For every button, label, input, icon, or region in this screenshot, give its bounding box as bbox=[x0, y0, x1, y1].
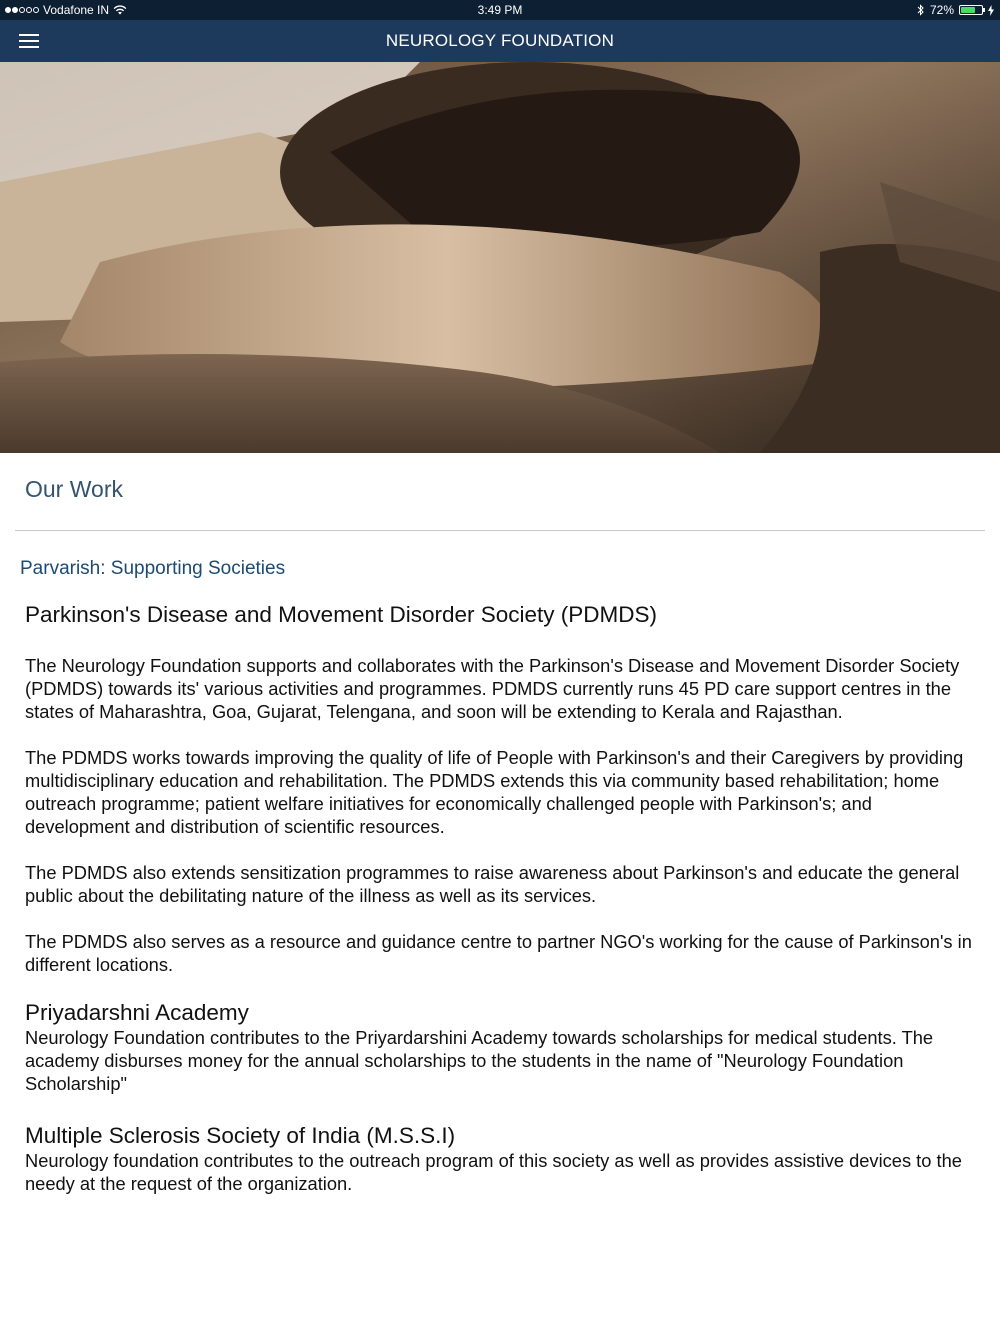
article-content bbox=[25, 600, 980, 1195]
charging-bolt-icon bbox=[988, 5, 994, 16]
app-title: NEUROLOGY FOUNDATION bbox=[385, 31, 615, 50]
carrier-name: Vodafone IN bbox=[43, 3, 110, 17]
mssi-heading: Multiple Sclerosis Society of India (M.S.S.I) bbox=[25, 1123, 456, 1148]
battery-percent: 72% bbox=[929, 3, 954, 17]
mssi-paragraph: Neurology foundation contributes to the outreach program of this society as well as provides assistive devices to the needy at the request of the organization. bbox=[25, 1150, 962, 1194]
pdmds-paragraph: The PDMDS works towards improving the quality of life of People with Parkinson's and their Caregivers by providing multidisciplinary education and rehabilitation. The PDMDS extends this via community based rehabilitation; home outreach programme; patient welfare initiatives for economically challenged people with Parkinson's; and development and distribution of scientific resources. bbox=[25, 747, 964, 837]
pdmds-paragraph: The PDMDS also extends sensitization programmes to raise awareness about Parkinson's and educate the general public about the debilitating nature of the illness as well as its services. bbox=[25, 862, 960, 906]
divider bbox=[15, 530, 985, 531]
page-title: Our Work bbox=[25, 476, 123, 502]
academy-paragraph: Neurology Foundation contributes to the Priyardarshini Academy towards scholarships for medical students. The academy disburses money for the annual scholarships to the students in the name of "Neurology Foundation Scholarship" bbox=[25, 1027, 934, 1094]
battery-cap bbox=[983, 8, 985, 12]
academy-heading: Priyadarshni Academy bbox=[25, 1000, 249, 1025]
subsection-title: Parvarish: Supporting Societies bbox=[20, 558, 286, 579]
pdmds-heading: Parkinson's Disease and Movement Disorder Society (PDMDS) bbox=[25, 602, 658, 627]
pdmds-paragraph: The PDMDS also serves as a resource and guidance centre to partner NGO's working for the cause of Parkinson's in different locations. bbox=[25, 931, 972, 975]
pdmds-paragraph: The Neurology Foundation supports and collaborates with the Parkinson's Disease and Movement Disorder Society (PDMDS) towards its' various activities and programmes. PDMDS currently runs 45 PD care support centres in the states of Maharashtra, Goa, Gujarat, Telengana, and soon will be extending to Kerala and Rajasthan. bbox=[25, 655, 960, 722]
battery-fill bbox=[961, 7, 975, 13]
navigation-bar bbox=[0, 20, 1000, 62]
hero-photo-illustration bbox=[0, 62, 1000, 453]
status-bar bbox=[0, 0, 1000, 20]
bluetooth-icon bbox=[917, 4, 925, 16]
status-right bbox=[917, 0, 994, 20]
battery-icon bbox=[959, 5, 983, 15]
hero-image bbox=[0, 62, 1000, 453]
status-time: 3:49 PM bbox=[477, 3, 523, 17]
